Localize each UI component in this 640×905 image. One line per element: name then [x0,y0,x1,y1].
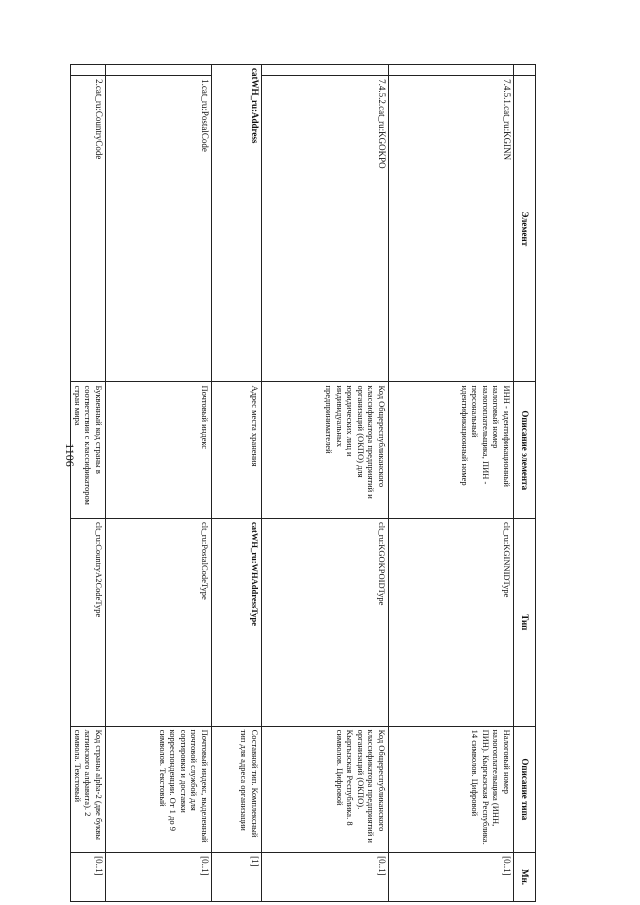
type-cell: clt_ru:PostalCodeType [106,519,212,727]
type-desc-cell: Налоговый номер налогоплательщика (ИНН, ПИН). Кыргызская Республика. 14 символов. Цифровой [389,726,514,853]
element-cell: catWH_ru:Address [212,65,262,382]
indent-cell [71,65,106,76]
element-desc-cell: Код Общереспубликанского классификатора предприятий и организаций (ОКПО) для юридических лиц и индивидуальных предпринимателей [262,382,389,519]
row-number: 2. [94,79,104,86]
row-number: 7.4.5.2. [377,79,387,107]
table-row [262,65,389,902]
element-desc-cell: Буквенный код страны в соответствии с классификатором стран мира [71,382,106,519]
indent-cell [262,65,389,76]
mult-cell: [0..1] [106,853,212,902]
element-cell [389,76,514,382]
header-element-spacer [514,65,536,76]
header-row [514,65,536,902]
table-row [212,65,262,902]
element-name: cat_ru:PostalCode [200,85,210,152]
type-desc-cell: Составной тип. Комплексный тип для адреса организации [212,726,262,853]
indent-cell [106,65,212,76]
mult-cell: [0..1] [262,853,389,902]
element-cell [262,76,389,382]
element-cell [71,76,106,382]
header-element-desc: Описание элемента [514,382,536,519]
type-desc-cell: Код страны alpha-2 (две буквы латинского алфавита). 2 символа. Текстовый [71,726,106,853]
table-row [389,65,514,902]
element-name: cat_ru:KGOKPO [377,106,387,169]
rotated-table-container [73,64,536,902]
row-number: 7.4.5.1. [502,79,512,107]
header-element: Элемент [514,76,536,382]
page-number: 1106 [63,443,77,467]
header-mult: Мн. [514,853,536,902]
type-desc-cell: Почтовый индекс, выделенный почтовой службой для сортировки и доставки корреспонденции. От 1 до 9 символов. Текстовый [106,726,212,853]
indent-cell [389,65,514,76]
table-row [71,65,106,902]
header-type-desc: Описание типа [514,726,536,853]
element-desc-cell: ИНН - идентификационный налоговый номер налогоплательщика, ПИН - персональный идентификационный номер [389,382,514,519]
element-name: cat_ru:CountryCode [94,85,104,160]
table-root [73,64,536,902]
table-row [106,65,212,902]
mult-cell: [1] [212,853,262,902]
mult-cell: [0..1] [389,853,514,902]
row-number: 1. [200,79,210,86]
mult-cell: [0..1] [71,853,106,902]
type-desc-cell: Код Общереспубликанского классификатора предприятий и организаций (ОКПО). Кыргызская Республика. 8 символов. Цифровой [262,726,389,853]
type-cell: clt_ru:KGOKPOIDType [262,519,389,727]
type-cell: clt_ru:CountryA2CodeType [71,519,106,727]
element-name: cat_ru:KGINN [502,106,512,161]
element-desc-cell: Почтовый индекс [106,382,212,519]
spec-table [71,64,537,902]
element-desc-cell: Адрес места хранения [212,382,262,519]
header-type: Тип [514,519,536,727]
element-cell [106,76,212,382]
type-cell: catWH_ru:WHAddressType [212,519,262,727]
type-cell: clt_ru:KGINNIDType [389,519,514,727]
